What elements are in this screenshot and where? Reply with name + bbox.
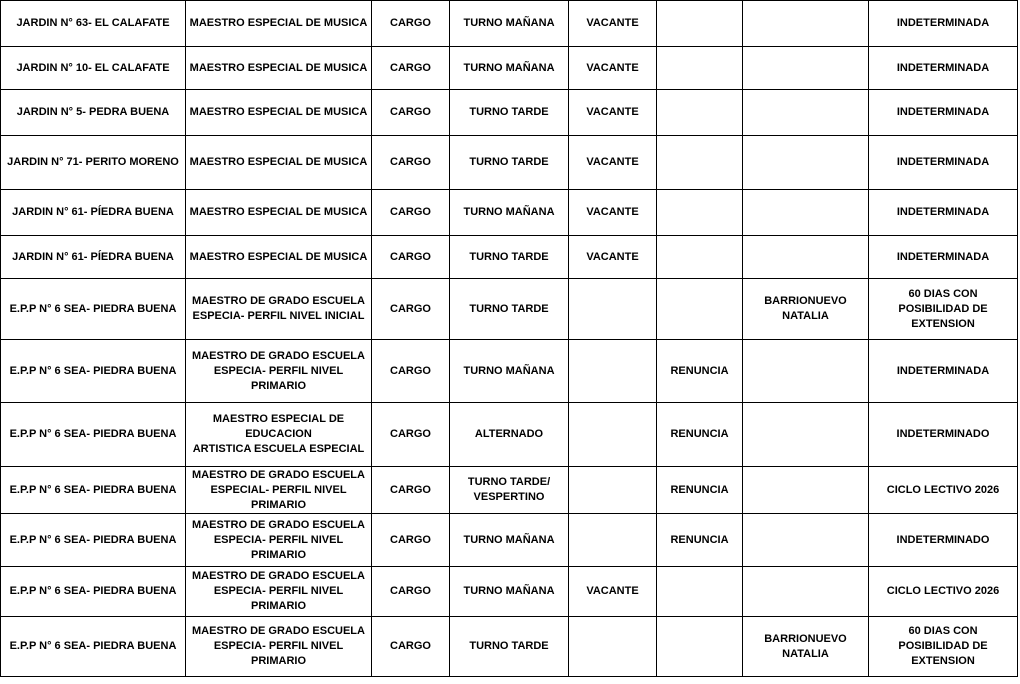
position-cell: MAESTRO DE GRADO ESCUELA ESPECIAL- PERFIL NIVEL PRIMARIO	[186, 467, 372, 514]
holder-cell	[743, 340, 869, 403]
vacancy-cell: VACANTE	[569, 567, 657, 617]
duration-cell: INDETERMINADA	[869, 190, 1018, 236]
duration-cell: INDETERMINADA	[869, 1, 1018, 47]
holder-cell	[743, 190, 869, 236]
vacancy-cell: VACANTE	[569, 136, 657, 190]
shift-cell: TURNO MAÑANA	[450, 190, 569, 236]
reason-cell	[657, 236, 743, 279]
reason-cell	[657, 47, 743, 90]
position-cell: MAESTRO DE GRADO ESCUELA ESPECIA- PERFIL NIVEL PRIMARIO	[186, 514, 372, 567]
holder-cell	[743, 136, 869, 190]
holder-cell	[743, 567, 869, 617]
table-row	[1, 514, 1018, 567]
shift-cell: TURNO TARDE/ VESPERTINO	[450, 467, 569, 514]
type-cell: CARGO	[372, 90, 450, 136]
table-row	[1, 340, 1018, 403]
type-cell: CARGO	[372, 279, 450, 340]
table-row	[1, 403, 1018, 467]
vacancy-cell	[569, 340, 657, 403]
duration-cell: INDETERMINADO	[869, 403, 1018, 467]
type-cell: CARGO	[372, 403, 450, 467]
school-cell: E.P.P N° 6 SEA- PIEDRA BUENA	[1, 340, 186, 403]
table-row	[1, 467, 1018, 514]
duration-cell: CICLO LECTIVO 2026	[869, 567, 1018, 617]
shift-cell: TURNO TARDE	[450, 136, 569, 190]
vacancy-cell: VACANTE	[569, 236, 657, 279]
type-cell: CARGO	[372, 136, 450, 190]
reason-cell	[657, 190, 743, 236]
vacancy-cell	[569, 467, 657, 514]
table-row	[1, 236, 1018, 279]
reason-cell: RENUNCIA	[657, 340, 743, 403]
school-cell: E.P.P N° 6 SEA- PIEDRA BUENA	[1, 617, 186, 677]
holder-cell	[743, 90, 869, 136]
school-cell: E.P.P N° 6 SEA- PIEDRA BUENA	[1, 567, 186, 617]
position-cell: MAESTRO DE GRADO ESCUELA ESPECIA- PERFIL NIVEL PRIMARIO	[186, 617, 372, 677]
type-cell: CARGO	[372, 1, 450, 47]
school-cell: JARDIN N° 5- PEDRA BUENA	[1, 90, 186, 136]
table-row	[1, 617, 1018, 677]
position-cell: MAESTRO ESPECIAL DE MUSICA	[186, 190, 372, 236]
duration-cell: INDETERMINADA	[869, 136, 1018, 190]
position-cell: MAESTRO ESPECIAL DE MUSICA	[186, 136, 372, 190]
holder-cell	[743, 236, 869, 279]
shift-cell: TURNO TARDE	[450, 279, 569, 340]
position-cell: MAESTRO DE GRADO ESCUELA ESPECIA- PERFIL NIVEL INICIAL	[186, 279, 372, 340]
duration-cell: INDETERMINADA	[869, 236, 1018, 279]
table-row	[1, 567, 1018, 617]
position-cell: MAESTRO ESPECIAL DE MUSICA	[186, 1, 372, 47]
type-cell: CARGO	[372, 340, 450, 403]
table-row	[1, 190, 1018, 236]
reason-cell	[657, 279, 743, 340]
shift-cell: TURNO MAÑANA	[450, 1, 569, 47]
shift-cell: ALTERNADO	[450, 403, 569, 467]
vacancy-cell: VACANTE	[569, 90, 657, 136]
duration-cell: INDETERMINADA	[869, 90, 1018, 136]
holder-cell	[743, 47, 869, 90]
duration-cell: CICLO LECTIVO 2026	[869, 467, 1018, 514]
school-cell: E.P.P N° 6 SEA- PIEDRA BUENA	[1, 403, 186, 467]
shift-cell: TURNO MAÑANA	[450, 340, 569, 403]
shift-cell: TURNO MAÑANA	[450, 514, 569, 567]
duration-cell: 60 DIAS CON POSIBILIDAD DE EXTENSION	[869, 279, 1018, 340]
shift-cell: TURNO TARDE	[450, 236, 569, 279]
type-cell: CARGO	[372, 514, 450, 567]
holder-cell	[743, 467, 869, 514]
type-cell: CARGO	[372, 190, 450, 236]
position-cell: MAESTRO DE GRADO ESCUELA ESPECIA- PERFIL NIVEL PRIMARIO	[186, 340, 372, 403]
school-cell: JARDIN N° 63- EL CALAFATE	[1, 1, 186, 47]
reason-cell: RENUNCIA	[657, 514, 743, 567]
table-row	[1, 136, 1018, 190]
holder-cell: BARRIONUEVO NATALIA	[743, 617, 869, 677]
vacancy-cell	[569, 617, 657, 677]
reason-cell	[657, 1, 743, 47]
position-cell: MAESTRO DE GRADO ESCUELA ESPECIA- PERFIL NIVEL PRIMARIO	[186, 567, 372, 617]
type-cell: CARGO	[372, 617, 450, 677]
position-cell: MAESTRO ESPECIAL DE MUSICA	[186, 236, 372, 279]
school-cell: JARDIN N° 61- PÍEDRA BUENA	[1, 236, 186, 279]
school-cell: JARDIN N° 10- EL CALAFATE	[1, 47, 186, 90]
type-cell: CARGO	[372, 467, 450, 514]
duration-cell: INDETERMINADA	[869, 47, 1018, 90]
shift-cell: TURNO MAÑANA	[450, 567, 569, 617]
school-cell: E.P.P N° 6 SEA- PIEDRA BUENA	[1, 514, 186, 567]
shift-cell: TURNO MAÑANA	[450, 47, 569, 90]
vacancy-cell	[569, 403, 657, 467]
reason-cell	[657, 617, 743, 677]
type-cell: CARGO	[372, 236, 450, 279]
school-cell: E.P.P N° 6 SEA- PIEDRA BUENA	[1, 279, 186, 340]
type-cell: CARGO	[372, 47, 450, 90]
position-cell: MAESTRO ESPECIAL DE MUSICA	[186, 90, 372, 136]
reason-cell	[657, 136, 743, 190]
holder-cell	[743, 403, 869, 467]
reason-cell: RENUNCIA	[657, 467, 743, 514]
vacancy-cell: VACANTE	[569, 190, 657, 236]
reason-cell	[657, 90, 743, 136]
position-cell: MAESTRO ESPECIAL DE MUSICA	[186, 47, 372, 90]
holder-cell	[743, 1, 869, 47]
type-cell: CARGO	[372, 567, 450, 617]
vacancy-cell	[569, 514, 657, 567]
table-row	[1, 279, 1018, 340]
school-cell: JARDIN N° 61- PÍEDRA BUENA	[1, 190, 186, 236]
holder-cell	[743, 514, 869, 567]
vacancy-cell: VACANTE	[569, 47, 657, 90]
vacancy-cell: VACANTE	[569, 1, 657, 47]
reason-cell: RENUNCIA	[657, 403, 743, 467]
table-row	[1, 90, 1018, 136]
vacancy-cell	[569, 279, 657, 340]
table-row	[1, 1, 1018, 47]
duration-cell: INDETERMINADO	[869, 514, 1018, 567]
table-row	[1, 47, 1018, 90]
reason-cell	[657, 567, 743, 617]
school-cell: JARDIN N° 71- PERITO MORENO	[1, 136, 186, 190]
shift-cell: TURNO TARDE	[450, 617, 569, 677]
school-cell: E.P.P N° 6 SEA- PIEDRA BUENA	[1, 467, 186, 514]
position-cell: MAESTRO ESPECIAL DE EDUCACION ARTISTICA ESCUELA ESPECIAL	[186, 403, 372, 467]
duration-cell: 60 DIAS CON POSIBILIDAD DE EXTENSION	[869, 617, 1018, 677]
holder-cell: BARRIONUEVO NATALIA	[743, 279, 869, 340]
duration-cell: INDETERMINADA	[869, 340, 1018, 403]
shift-cell: TURNO TARDE	[450, 90, 569, 136]
